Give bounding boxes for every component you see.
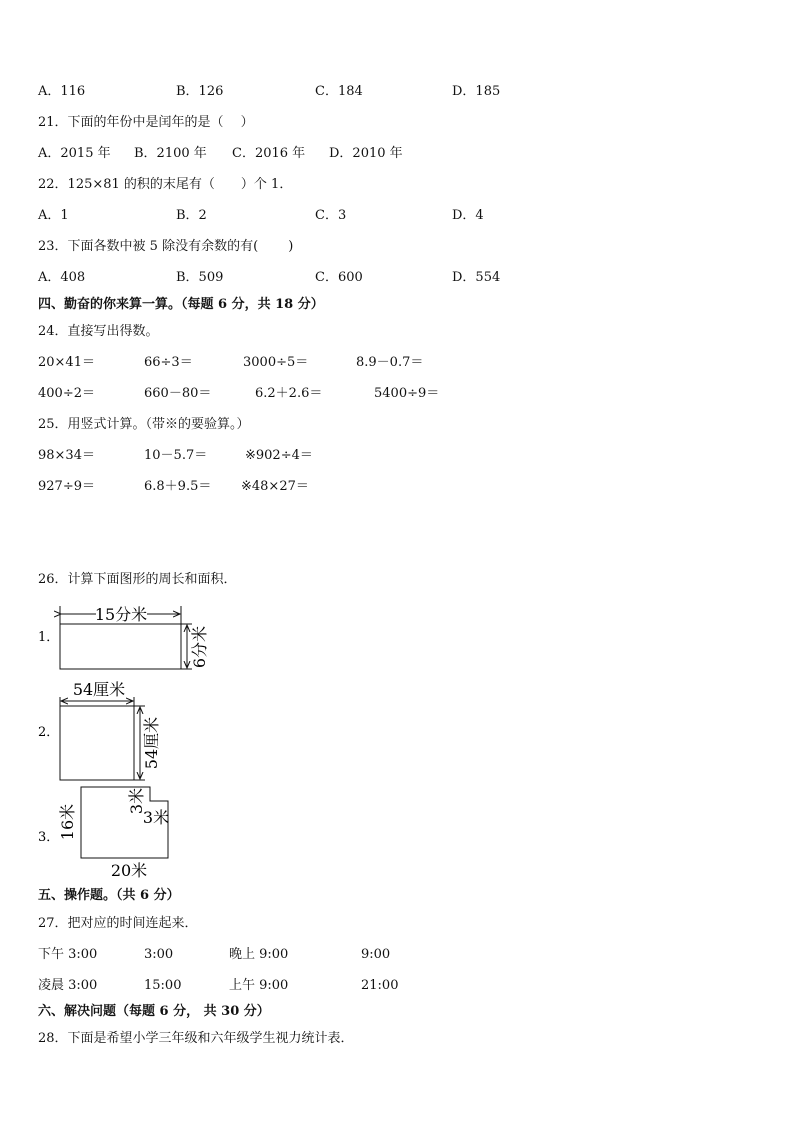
fig1-width-label: 15分米 [94,605,148,624]
q20-option-a: A．116 [38,84,86,99]
fig1-rectangle [60,624,181,669]
q25-item-4: 927÷9＝ [38,479,95,494]
q27-stem: 27．把对应的时间连起来． [38,916,198,931]
q23-option-b: B．509 [176,270,224,285]
q23-stem: 23．下面各数中被 5 除没有余数的有( ) [38,239,294,254]
q24-item-3: 3000÷5＝ [243,355,309,370]
q24-item-4: 8.9－0.7＝ [356,355,424,370]
q27-time-5: 凌晨 3:00 [38,978,98,993]
q21-option-c: C．2016 年 [232,146,306,161]
q23-option-d: D．554 [452,270,501,285]
q27-time-2: 3:00 [144,947,174,962]
q25-item-3: ※902÷4＝ [245,448,313,463]
q23-option-c: C．600 [315,270,363,285]
q24-item-6: 660－80＝ [144,386,212,401]
fig2-number: 2． [38,725,60,740]
q22-option-a: A．1 [38,208,69,223]
q25-item-1: 98×34＝ [38,448,95,463]
fig1-height-label: 6分米 [190,625,209,669]
q27-time-6: 15:00 [144,978,182,993]
fig2-height-label: 54厘米 [142,716,161,770]
section-5-title: 五、操作题。（共 6 分） [38,888,180,903]
q24-stem: 24．直接写出得数。 [38,324,159,339]
q24-item-8: 5400÷9＝ [374,386,440,401]
q24-item-7: 6.2＋2.6＝ [255,386,323,401]
q27-time-3: 晚上 9:00 [229,947,289,962]
q21-option-d: D．2010 年 [329,146,403,161]
q24-item-2: 66÷3＝ [144,355,193,370]
fig1-number: 1． [38,630,60,645]
q22-option-d: D．4 [452,208,484,223]
q25-item-6: ※48×27＝ [241,479,309,494]
q24-item-5: 400÷2＝ [38,386,95,401]
q21-stem: 21．下面的年份中是闰年的是（ ） [38,115,254,130]
q20-option-c: C．184 [315,84,363,99]
q23-option-a: A．408 [38,270,86,285]
q27-time-1: 下午 3:00 [38,947,98,962]
q22-option-c: C．3 [315,208,347,223]
fig3-left-label: 16米 [58,803,77,841]
q27-time-8: 21:00 [361,978,399,993]
section-4-title: 四、勤奋的你来算一算。（每题 6 分，共 18 分） [38,297,324,312]
fig3-bottom-label: 20米 [110,861,148,880]
q24-item-1: 20×41＝ [38,355,95,370]
q22-option-b: B．2 [176,208,207,223]
section-6-title: 六、解决问题（每题 6 分， 共 30 分） [38,1004,270,1019]
fig3-number: 3． [38,830,60,845]
q26-stem: 26．计算下面图形的周长和面积． [38,572,237,587]
q20-option-b: B．126 [176,84,224,99]
q25-item-2: 10－5.7＝ [144,448,208,463]
q20-option-d: D．185 [452,84,501,99]
fig2-width-label: 54厘米 [72,680,126,699]
fig2-square [60,706,134,780]
q25-item-5: 6.8＋9.5＝ [144,479,212,494]
fig3-notch-vertical-label: 3米 [127,787,146,815]
q22-stem: 22．125×81 的积的末尾有（ ）个 1． [38,177,293,192]
fig3-notch-horizontal-label: 3米 [142,808,170,827]
q21-option-a: A．2015 年 [38,146,111,161]
q25-stem: 25．用竖式计算。（带※的要验算。） [38,417,250,432]
q21-option-b: B．2100 年 [134,146,207,161]
q28-stem: 28．下面是希望小学三年级和六年级学生视力统计表． [38,1031,354,1046]
q27-time-7: 上午 9:00 [229,978,289,993]
q27-time-4: 9:00 [361,947,391,962]
